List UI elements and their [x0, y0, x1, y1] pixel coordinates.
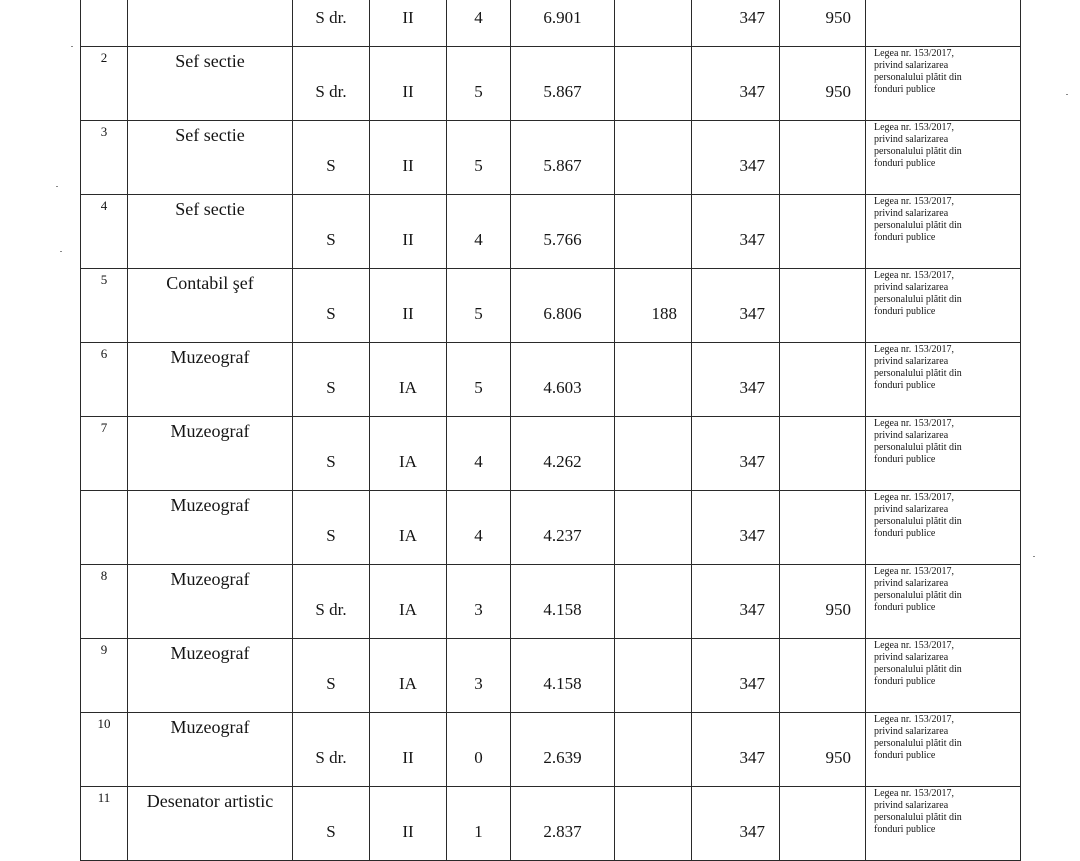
- seniority-step: 4: [447, 417, 511, 491]
- scan-speck: [1033, 556, 1035, 557]
- studies: S: [293, 121, 370, 195]
- legal-basis-line: personalului plătit din: [874, 664, 962, 675]
- legal-basis-line: fonduri publice: [874, 676, 936, 687]
- job-title: Sef sectie: [128, 121, 293, 195]
- row-number: 11: [81, 787, 128, 861]
- legal-basis-line: fonduri publice: [874, 306, 936, 317]
- bonus-value: [615, 343, 692, 417]
- table-row: [81, 269, 1021, 343]
- table-row: [81, 47, 1021, 121]
- legal-basis-line: Legea nr. 153/2017,: [874, 566, 954, 577]
- doctorate-value: [780, 343, 866, 417]
- doctorate-value: [780, 491, 866, 565]
- legal-basis-line: fonduri publice: [874, 454, 936, 465]
- studies: S dr.: [293, 713, 370, 787]
- table-row: [81, 195, 1021, 269]
- doctorate-value: 950: [780, 0, 866, 47]
- legal-basis-line: personalului plătit din: [874, 590, 962, 601]
- grade: II: [370, 713, 447, 787]
- legal-basis-line: fonduri publice: [874, 750, 936, 761]
- allowance-value: 347: [692, 417, 780, 491]
- coefficient: 2.837: [511, 787, 615, 861]
- job-title: Sef sectie: [128, 195, 293, 269]
- studies: S dr.: [293, 0, 370, 47]
- coefficient: 5.766: [511, 195, 615, 269]
- table-row: [81, 0, 1021, 47]
- seniority-step: 3: [447, 639, 511, 713]
- allowance-value: 347: [692, 195, 780, 269]
- seniority-step: 5: [447, 121, 511, 195]
- legal-basis: [866, 491, 1021, 565]
- legal-basis-line: fonduri publice: [874, 232, 936, 243]
- row-number: [81, 0, 128, 47]
- coefficient: 6.901: [511, 0, 615, 47]
- table-row: [81, 417, 1021, 491]
- legal-basis-line: Legea nr. 153/2017,: [874, 48, 954, 59]
- job-title: Desenator artistic: [128, 787, 293, 861]
- doctorate-value: [780, 121, 866, 195]
- table-row: [81, 787, 1021, 861]
- legal-basis-line: fonduri publice: [874, 158, 936, 169]
- doctorate-value: [780, 195, 866, 269]
- coefficient: 4.158: [511, 565, 615, 639]
- legal-basis-line: personalului plătit din: [874, 294, 962, 305]
- bonus-value: [615, 713, 692, 787]
- allowance-value: 347: [692, 713, 780, 787]
- allowance-value: 347: [692, 47, 780, 121]
- legal-basis-line: personalului plătit din: [874, 72, 962, 83]
- seniority-step: 4: [447, 195, 511, 269]
- coefficient: 6.806: [511, 269, 615, 343]
- doctorate-value: 950: [780, 565, 866, 639]
- table-body: [81, 0, 1021, 861]
- legal-basis-line: personalului plătit din: [874, 442, 962, 453]
- coefficient: 5.867: [511, 121, 615, 195]
- studies: S: [293, 417, 370, 491]
- legal-basis: [866, 0, 1021, 47]
- legal-basis-line: fonduri publice: [874, 528, 936, 539]
- allowance-value: 347: [692, 491, 780, 565]
- scan-speck: [56, 186, 58, 187]
- studies: S: [293, 195, 370, 269]
- legal-basis: [866, 713, 1021, 787]
- bonus-value: [615, 787, 692, 861]
- grade: II: [370, 787, 447, 861]
- seniority-step: 5: [447, 269, 511, 343]
- legal-basis-line: Legea nr. 153/2017,: [874, 270, 954, 281]
- legal-basis-line: privind salarizarea: [874, 282, 949, 293]
- bonus-value: [615, 47, 692, 121]
- studies: S: [293, 491, 370, 565]
- job-title: Muzeograf: [128, 639, 293, 713]
- bonus-value: [615, 491, 692, 565]
- table-row: [81, 491, 1021, 565]
- row-number: 8: [81, 565, 128, 639]
- row-number: 4: [81, 195, 128, 269]
- row-number: 10: [81, 713, 128, 787]
- doctorate-value: [780, 639, 866, 713]
- salary-table: [80, 0, 1021, 861]
- studies: S dr.: [293, 47, 370, 121]
- seniority-step: 3: [447, 565, 511, 639]
- coefficient: 5.867: [511, 47, 615, 121]
- grade: IA: [370, 343, 447, 417]
- coefficient: 4.262: [511, 417, 615, 491]
- studies: S: [293, 639, 370, 713]
- legal-basis-line: personalului plătit din: [874, 516, 962, 527]
- job-title: Muzeograf: [128, 491, 293, 565]
- legal-basis: [866, 343, 1021, 417]
- legal-basis-line: Legea nr. 153/2017,: [874, 714, 954, 725]
- doctorate-value: [780, 417, 866, 491]
- legal-basis-line: Legea nr. 153/2017,: [874, 196, 954, 207]
- legal-basis-line: privind salarizarea: [874, 504, 949, 515]
- legal-basis-line: privind salarizarea: [874, 800, 949, 811]
- legal-basis-line: Legea nr. 153/2017,: [874, 344, 954, 355]
- legal-basis-line: personalului plătit din: [874, 146, 962, 157]
- legal-basis-line: Legea nr. 153/2017,: [874, 640, 954, 651]
- legal-basis-line: fonduri publice: [874, 602, 936, 613]
- scan-speck: [71, 46, 73, 47]
- legal-basis: [866, 195, 1021, 269]
- legal-basis-line: personalului plătit din: [874, 738, 962, 749]
- legal-basis: [866, 417, 1021, 491]
- seniority-step: 5: [447, 343, 511, 417]
- legal-basis-line: privind salarizarea: [874, 208, 949, 219]
- coefficient: 4.237: [511, 491, 615, 565]
- grade: IA: [370, 565, 447, 639]
- bonus-value: [615, 417, 692, 491]
- legal-basis: [866, 639, 1021, 713]
- table-row: [81, 343, 1021, 417]
- studies: S: [293, 269, 370, 343]
- bonus-value: [615, 0, 692, 47]
- row-number: 9: [81, 639, 128, 713]
- legal-basis: [866, 121, 1021, 195]
- coefficient: 2.639: [511, 713, 615, 787]
- table-row: [81, 121, 1021, 195]
- legal-basis-line: privind salarizarea: [874, 726, 949, 737]
- legal-basis: [866, 47, 1021, 121]
- bonus-value: [615, 121, 692, 195]
- job-title: Muzeograf: [128, 343, 293, 417]
- legal-basis-line: fonduri publice: [874, 84, 936, 95]
- seniority-step: 0: [447, 713, 511, 787]
- job-title: [128, 0, 293, 47]
- table-row: [81, 639, 1021, 713]
- legal-basis-line: personalului plătit din: [874, 220, 962, 231]
- row-number: 6: [81, 343, 128, 417]
- legal-basis-line: privind salarizarea: [874, 134, 949, 145]
- studies: S: [293, 343, 370, 417]
- legal-basis: [866, 787, 1021, 861]
- row-number: 3: [81, 121, 128, 195]
- scan-speck: [60, 251, 62, 252]
- legal-basis-line: personalului plătit din: [874, 368, 962, 379]
- studies: S: [293, 787, 370, 861]
- doctorate-value: [780, 787, 866, 861]
- grade: II: [370, 0, 447, 47]
- job-title: Muzeograf: [128, 565, 293, 639]
- grade: II: [370, 121, 447, 195]
- bonus-value: [615, 565, 692, 639]
- legal-basis-line: Legea nr. 153/2017,: [874, 122, 954, 133]
- legal-basis-line: privind salarizarea: [874, 60, 949, 71]
- grade: II: [370, 47, 447, 121]
- job-title: Muzeograf: [128, 713, 293, 787]
- row-number: [81, 491, 128, 565]
- allowance-value: 347: [692, 787, 780, 861]
- row-number: 5: [81, 269, 128, 343]
- table-row: [81, 713, 1021, 787]
- grade: II: [370, 269, 447, 343]
- grade: II: [370, 195, 447, 269]
- legal-basis-line: privind salarizarea: [874, 430, 949, 441]
- legal-basis: [866, 269, 1021, 343]
- grade: IA: [370, 639, 447, 713]
- legal-basis-line: privind salarizarea: [874, 652, 949, 663]
- coefficient: 4.603: [511, 343, 615, 417]
- seniority-step: 4: [447, 491, 511, 565]
- scan-speck: [1066, 94, 1068, 95]
- allowance-value: 347: [692, 639, 780, 713]
- allowance-value: 347: [692, 0, 780, 47]
- legal-basis-line: personalului plătit din: [874, 812, 962, 823]
- coefficient: 4.158: [511, 639, 615, 713]
- row-number: 7: [81, 417, 128, 491]
- job-title: Muzeograf: [128, 417, 293, 491]
- bonus-value: [615, 639, 692, 713]
- grade: IA: [370, 417, 447, 491]
- legal-basis-line: Legea nr. 153/2017,: [874, 788, 954, 799]
- allowance-value: 347: [692, 565, 780, 639]
- allowance-value: 347: [692, 269, 780, 343]
- seniority-step: 5: [447, 47, 511, 121]
- studies: S dr.: [293, 565, 370, 639]
- allowance-value: 347: [692, 121, 780, 195]
- grade: IA: [370, 491, 447, 565]
- legal-basis: [866, 565, 1021, 639]
- allowance-value: 347: [692, 343, 780, 417]
- legal-basis-line: privind salarizarea: [874, 356, 949, 367]
- job-title: Sef sectie: [128, 47, 293, 121]
- doctorate-value: 950: [780, 713, 866, 787]
- legal-basis-line: Legea nr. 153/2017,: [874, 418, 954, 429]
- legal-basis-line: Legea nr. 153/2017,: [874, 492, 954, 503]
- row-number: 2: [81, 47, 128, 121]
- job-title: Contabil şef: [128, 269, 293, 343]
- seniority-step: 1: [447, 787, 511, 861]
- seniority-step: 4: [447, 0, 511, 47]
- bonus-value: [615, 195, 692, 269]
- doctorate-value: [780, 269, 866, 343]
- bonus-value: 188: [615, 269, 692, 343]
- legal-basis-line: fonduri publice: [874, 824, 936, 835]
- table-row: [81, 565, 1021, 639]
- legal-basis-line: privind salarizarea: [874, 578, 949, 589]
- doctorate-value: 950: [780, 47, 866, 121]
- legal-basis-line: fonduri publice: [874, 380, 936, 391]
